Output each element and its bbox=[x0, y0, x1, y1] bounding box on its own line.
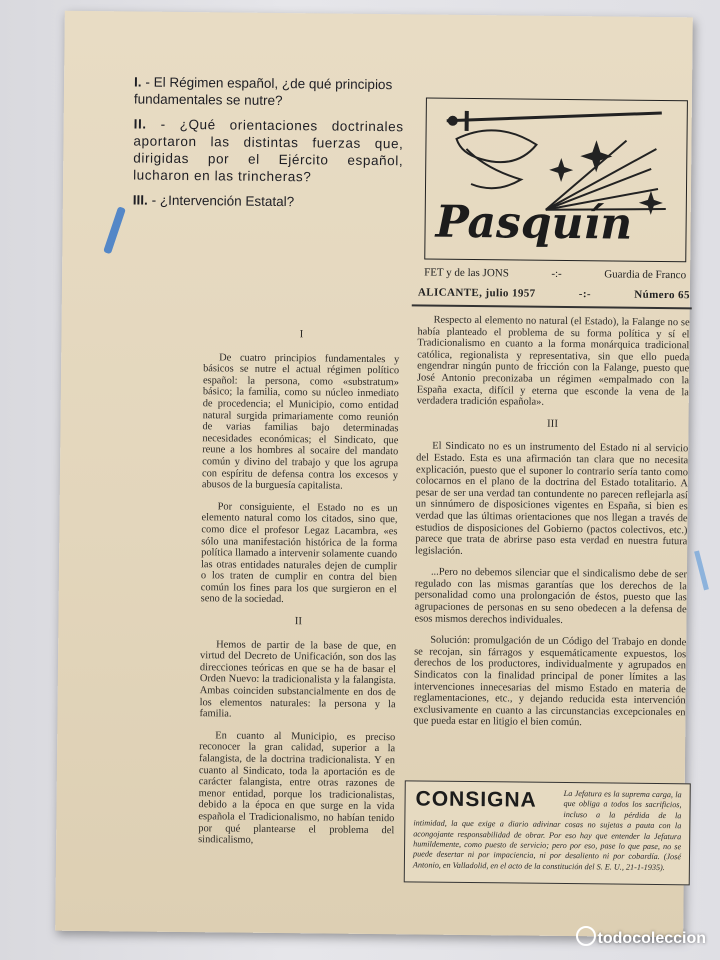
right-column bbox=[413, 314, 689, 740]
question-1 bbox=[134, 73, 404, 110]
consigna-title: CONSIGNA bbox=[415, 787, 537, 812]
divider bbox=[412, 304, 692, 308]
place-date: ALICANTE, julio 1957 bbox=[417, 286, 536, 300]
question-number: I. bbox=[134, 74, 142, 90]
guard-name: Guardia de Franco bbox=[604, 268, 687, 282]
masthead-title: Pasquín bbox=[435, 196, 633, 250]
watermark bbox=[576, 926, 706, 948]
separator: -:- bbox=[551, 267, 562, 280]
section-heading: III bbox=[546, 417, 559, 430]
watermark-logo-icon bbox=[576, 926, 596, 946]
blue-pen-mark bbox=[103, 206, 126, 254]
blue-pen-mark bbox=[694, 550, 709, 590]
consigna-quote: La Jefatura es la suprema carga, la que obliga a todos los sacrificios, incluso a la pérdida de la intimidad, la que exige a diario adivinar cosas no sujetas a pauta con la acongojante responsabilidad de obrar. Por eso hay que entender la Jefatura humildemente, como puesto de servicio; pero por eso, pase lo que pase, no se puede desertar ni por impaciencia, ni por desaliento ni por cobardía. (José Antonio, en Valladolid, en el acto de la constitución del S. E. U., 21-1-1935). bbox=[412, 789, 682, 872]
consigna-box bbox=[404, 780, 691, 885]
organization: FET y de las JONS bbox=[424, 266, 509, 280]
question-text: - ¿Intervención Estatal? bbox=[151, 192, 295, 210]
question-3 bbox=[133, 191, 403, 211]
paragraph: Respecto al elemento no natural (el Estado), la Falange no se había planteado el problema de su forma política y sí el Tradicionalismo en cuanto a la forma monárquica tradicional católica, regionalista y representativa, sin que ello pueda engendrar ningún punto de fricción con la Falange, puesto que José Antonio preconizaba un régimen «empalmado con la España exacta, difícil y eterna que esconde la vena de la verdadera tradición española». bbox=[416, 314, 690, 408]
left-column bbox=[198, 318, 400, 858]
question-text: - El Régimen español, ¿de qué principios fundamentales se nutre? bbox=[133, 74, 393, 109]
issue-number: Número 65 bbox=[634, 288, 690, 302]
watermark-text: todocoleccion bbox=[597, 930, 706, 947]
section-heading: I bbox=[299, 328, 304, 341]
question-number: III. bbox=[132, 192, 148, 208]
question-2 bbox=[133, 115, 404, 186]
paragraph: El Sindicato no es un instrumento del Estado ni al servicio del Estado. Esta es una afirmación tan clara que no necesita explicación, puesto que el suponer lo contrario sería tanto como colocarnos en el plano de la doctrina del Estado totalitario. A pesar de ser una verdad tan contundente no parecen reflejarla así un sinnúmero de disposiciones vigentes en España, si bien es verdad que las últimas orientaciones que nos llegan a través de estudios de disposiciones del Gobierno (pactos colectivos, etc.) parece que trata de abrirse paso esta verdad en nuestra futura legislación. bbox=[415, 440, 689, 557]
paragraph: Por consiguiente, el Estado no es un elemento natural como los citados, sino que, como dice el profesor Legaz Lacambra, «es sólo una manifestación histórica de la forma política llamado a intervenir solamente cuando las otras entidades naturales dejen de cumplir o los traten de cumplir en contra del bien común los fines para los que surgieron en el seno de la sociedad. bbox=[200, 501, 398, 606]
paragraph: De cuatro principios fundamentales y básicos se nutre el actual régimen político español: la persona, como «substratum» básico; la familia, como su núcleo inmediato de procedencia; el Municipio, como entidad natural surgida primariamente como reunión de varias familias bajo determinadas necesidades económicas; el Sindicato, que reune a los hombres al socaire del mandato común y divino del trabajo y que los agrupa con espíritu de defensa contra los excesos y abusos de la burguesía capitalista. bbox=[201, 351, 400, 492]
paragraph: Solución: promulgación de un Código del Trabajo en donde se recojan, sin fárragos y esquemáticamente expuestos, los derechos de los productores, individualmente y agrupados en Sindicatos con la finalidad principal de poner límites a las intervenciones innecesarias del mismo Estado en materia de reglamentaciones, etc., y dejando reducida esta intervención exclusivamente en cuanto a las circunstancias excepcionales en que pueda estar en litigio el bien común. bbox=[413, 634, 687, 729]
question-text: - ¿Qué orientaciones doctrinales aportaron las distintas fuerzas que, dirigidas por el Ejército español, lucharon en las trincheras? bbox=[133, 116, 404, 185]
masthead-illustration bbox=[425, 99, 687, 262]
paragraph: Hemos de partir de la base de que, en virtud del Decreto de Unificación, son dos las direcciones teóricas en que se ha de basar el Orden Nuevo: la tradicionalista y la falangista. Ambas coinciden substancialmente en dos de los elementos naturales: la persona y la familia. bbox=[199, 639, 397, 720]
masthead-logo bbox=[424, 98, 688, 263]
questions-block bbox=[133, 73, 404, 219]
question-number: II. bbox=[133, 116, 147, 132]
paragraph: ...Pero no debemos silenciar que el sindicalismo debe de ser regulado con las mismas garantías que los derechos de la personalidad como una prolongación de éstos, puesto que las agrupaciones de personas en su seno obedecen a la defensa de esos mismos derechos individuales. bbox=[414, 566, 688, 626]
paragraph: En cuanto al Municipio, es preciso reconocer la gran calidad, superior a la falangista, de la doctrina tradicionalista. Y en cuanto al Sindicato, toda la aportación es de carácter falangista, entre otras razones de menor entidad, porque los tradicionalistas, debido a la época en que surge en la vida española el Tradicionalismo, no habían tenido por qué plantearse el problema del sindicalismo, bbox=[198, 730, 396, 846]
separator: -:- bbox=[578, 288, 592, 301]
issue-line bbox=[418, 286, 690, 301]
publisher-line bbox=[424, 267, 686, 282]
section-heading: II bbox=[294, 615, 303, 628]
newspaper-page bbox=[55, 11, 693, 938]
